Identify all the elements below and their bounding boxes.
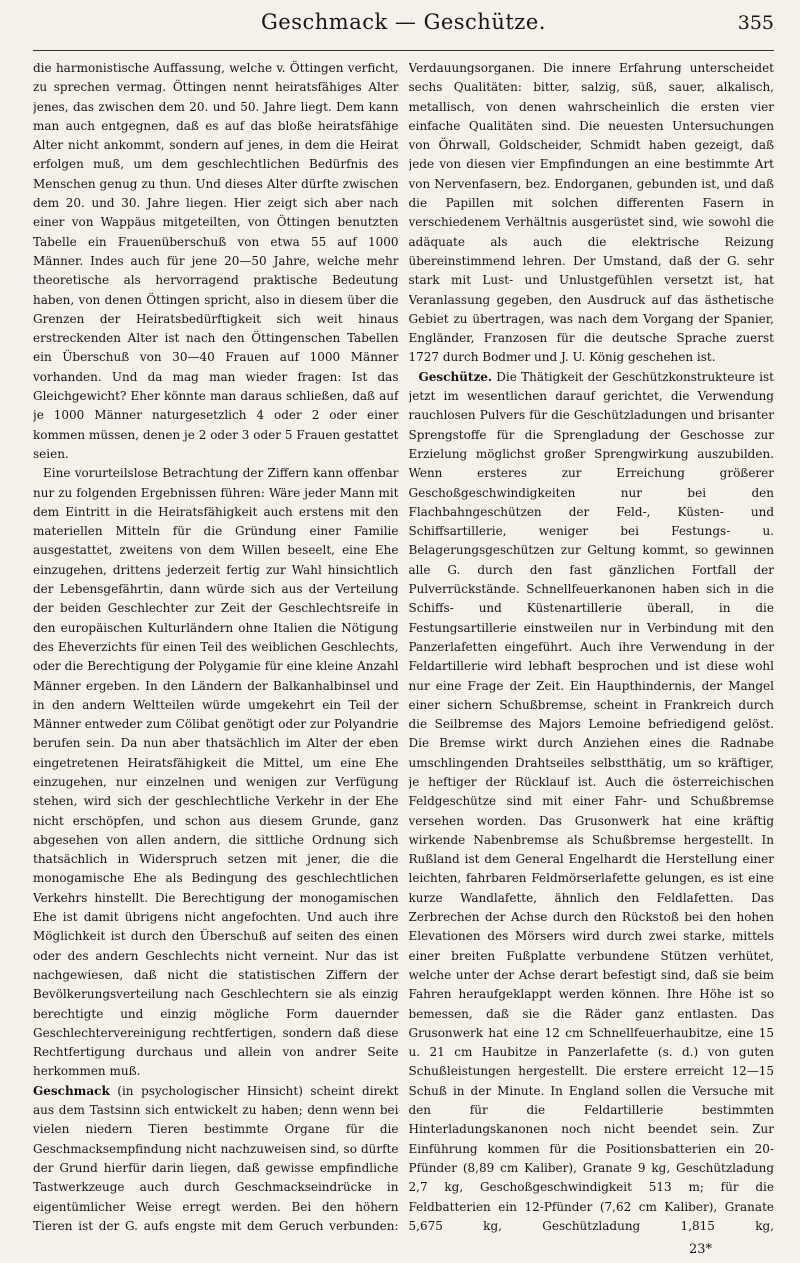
entry-heading: Geschmack — [33, 1083, 110, 1098]
entry-text: (in psychologischer Hinsicht) scheint direkt aus dem Tastsinn sich entwickelt zu haben; denn wenn bei vielen niedern Tieren bestimmte Organe für die Geschmacksempfindung nicht nachzuweisen sind, so dürfte der Grund hierfür darin liegen, daß gewisse empfindliche Tastwerkzeuge auch durch Geschmackseindrücke in eigentümlicher Weise erregt werden. Bei den höhern Tieren ist der G. aufs engste mit dem Geruch verbunden: — [33, 1083, 399, 1233]
running-header — [33, 10, 774, 51]
text-columns — [33, 59, 774, 1235]
right-column — [409, 59, 775, 1235]
entry-paragraph — [409, 368, 775, 1235]
entry-text: Die Thätigkeit der Geschützkonstrukteure ist jetzt im wesentlichen darauf gerichtet, die Verwendung rauchlosen Pulvers für die Geschützladungen und brisanter Sprengstoffe für die Sprengladung der Geschosse zur Erzielung möglichst großer Sprengwirkung auszubilden. Wenn ersteres zur Erreichung größerer Geschoßgeschwindigkeiten nur bei den Flachbahngeschützen der Feld-, Küsten- und Schiffsartillerie, weniger bei Festungs- u. Belagerungsgeschützen zur Geltung kommt, so gewinnen alle G. durch den fast gänzlichen Fortfall der Pulverrückstände. Schnellfeuerkanonen haben sich in die Schiffs- und Küstenartillerie überall, in die Festungsartillerie einstweilen nur in Verbindung mit den Panzerlafetten eingeführt. Auch ihre Verwendung in der Feldartillerie wird lebhaft besprochen und ist diese wohl nur eine Frage der Zeit. Ein Haupthindernis, der Mangel einer sichern Schußbremse, scheint in Frankreich durch die Seilbremse des Majors Lemoine befriedigend gelöst. Die Bremse wirkt durch Anziehen eines die Radnabe umschlingenden Drahtseiles selbstthätig, um so kräftiger, je heftiger der Rücklauf ist. Auch die österreichischen Feldgeschütze sind mit einer Fahr- und Schußbremse versehen worden. Das Grusonwerk hat eine kräftig wirkende Nabenbremse als Schußbremse hergestellt. In Rußland ist dem General Engelhardt die Herstellung einer leichten, fahrbaren Feldmörserlafette gelungen, es ist eine kurze Wandlafette, ähnlich den Feldlafetten. Das Zerbrechen der Achse durch den Rückstoß bei den hohen Elevationen des Mörsers wird durch zwei starke, mittels einer breiten Fußplatte verbundene Stützen verhütet, welche unter der Achse derart befestigt sind, daß sie beim Fahren heraufgeklappt werden können. Ihre Höhe ist so bemessen, daß sie die Räder ganz entlasten. Das Grusonwerk hat eine 12 cm Schnellfeuerhaubitze, eine 15 u. 21 cm Haubitze in Panzerlafette (s. d.) von guten Schußleistungen hergestellt. Die erstere erreicht 12—15 Schuß in der Minute. In England sollen die Versuche mit den für die Feldartillerie bestimmten Hinterladungskanonen noch nicht beendet sein. Zur Einführung kommen für die Positionsbatterien ein 20-Pfünder (8,89 cm Kaliber), Granate 9 kg, Geschützladung 2,7 kg, Geschoßgeschwindigkeit 513 m; für die Feldbatterien ein 12-Pfünder (7,62 cm Kaliber), Granate 5,675 kg, Geschützladung 1,815 kg, — [408, 369, 774, 1233]
paragraph: Verdauungsorganen. Die innere Erfahrung unterscheidet sechs Qualitäten: bitter, salzig, süß, sauer, alkalisch, metallisch, von denen wahrscheinlich die ersten vier einfache Qualitäten sind. Die neuesten Untersuchungen von Öhrwall, Goldscheider, Schmidt haben gezeigt, daß jede von diesen vier Empfindungen an eine bestimmte Art von Nervenfasern, bez. Endorganen, gebunden ist, und daß die Papillen mit solchen differenten Fasern in verschiedenem Verhältnis ausgerüstet sind, wie sowohl die adäquate als auch die elektrische Reizung übereinstimmend lehren. Der Umstand, daß der G. sehr stark mit Lust- und Unlustgefühlen versetzt ist, hat Veranlassung gegeben, den Ausdruck auf das ästhetische Gebiet zu übertragen, was nach dem Vorgang der Spanier, Engländer, Franzosen für die deutsche Sprache zuerst 1727 durch Bodmer und J. U. König geschehen ist. — [408, 61, 774, 365]
entry-heading: Geschütze. — [418, 369, 493, 384]
page-number: 355 — [737, 12, 774, 34]
paragraph: die harmonistische Auffassung, welche v. Öttingen verficht, zu sprechen vermag. Öttingen nennt heiratsfähiges Alter jenes, das zwischen dem 20. und 50. Jahre liegt. Dem kann man auch entgegnen, daß es auf das bloße heiratsfähige Alter nicht ankommt, sondern auf jenes, in dem die Heirat erfolgen muß, um dem geschlechtlichen Bedürfnis des Menschen genug zu thun. Und dieses Alter dürfte zwischen dem 20. und 30. Jahre liegen. Hier zeigt sich aber nach einer von Wappäus mitgeteilten, von Öttingen benutzten Tabelle ein Frauenüberschuß von etwa 55 auf 1000 Männer. Indes auch für jene 20—50 Jahre, welche mehr theoretische als hervorragend praktische Bedeutung haben, von denen Öttingen spricht, also in diesem über die Grenzen der Heiratsbedürftigkeit sich weit hinaus erstreckenden Alter ist nach den Öttingenschen Tabellen ein Überschuß von 30—40 Frauen auf 1000 Männer vorhanden. Und da mag man wieder fragen: Ist das Gleichgewicht? Eher könnte man daraus schließen, daß auf je 1000 Männer naturgesetzlich 4 oder 2 oder einer kommen müssen, denen je 2 oder 3 oder 5 Frauen gestattet seien. — [33, 61, 399, 461]
signature-mark: 23* — [688, 1242, 712, 1257]
entry-paragraph — [33, 1082, 399, 1235]
paragraph: Eine vorurteilslose Betrachtung der Ziffern kann offenbar nur zu folgenden Ergebnissen führen: Wäre jeder Mann mit dem Eintritt in die Heiratsfähigkeit auch erstens mit den materiellen Mitteln für die Gründung einer Familie ausgestattet, zweitens von dem Willen beseelt, eine Ehe einzugehen, drittens jederzeit fertig zur Wahl hinsichtlich der Lebensgefährtin, dann würde sich aus der Verteilung der beiden Geschlechter zur Zeit der Geschlechtsreife in den europäischen Kulturländern ohne Italien die Nötigung des Eheverzichts für einen Teil des weiblichen Geschlechts, oder die Berechtigung der Polygamie für eine kleine Anzahl Männer ergeben. In den Ländern der Balkanhalbinsel und in den andern Weltteilen würde umgekehrt ein Teil der Männer entweder zum Cölibat genötigt oder zur Polyandrie berufen sein. Da nun aber thatsächlich im Alter der eben eingetretenen Heiratsfähigkeit die Mittel, um eine Ehe einzugehen, nur einzelnen und wenigen zur Verfügung stehen, wird sich der geschlechtliche Verkehr in der Ehe nicht erschöpfen, und schon aus diesem Grunde, ganz abgesehen von allen andern, die sittliche Ordnung sich thatsächlich in Widerspruch setzen mit jener, die die monogamische Ehe als Bedingung des geschlechtlichen Verkehrs hinstellt. Die Berechtigung der monogamischen Ehe ist damit übrigens nicht angefochten. Und auch ihre Möglichkeit ist durch den Überschuß auf seiten des einen oder des andern Geschlechts nicht verneint. Nur das ist nachgewiesen, daß nicht die statistischen Ziffern der Bevölkerungsverteilung nach Geschlechtern sie als einzig berechtigte und einzig mögliche Form dauernder Geschlechtervereinigung rechtfertigen, sondern daß diese Rechtfertigung durchaus und allein von andrer Seite herkommen muß. — [33, 466, 399, 1079]
running-title: Geschmack — Geschütze. — [261, 10, 546, 34]
left-column — [33, 59, 399, 1235]
